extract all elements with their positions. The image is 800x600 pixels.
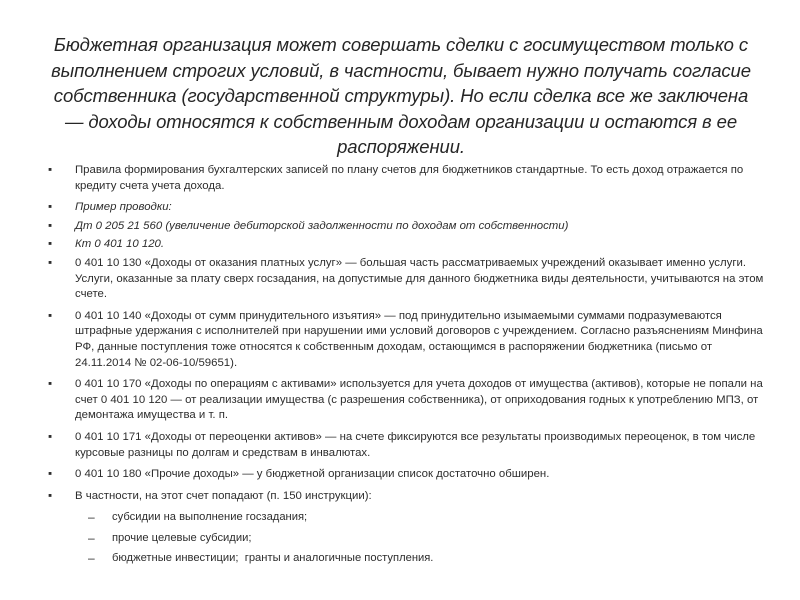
bullet-text: 0 401 10 130 «Доходы от оказания платных услуг» — большая часть рассматриваемых учреждений оказывает именно услуги. Услуги, оказанные за плату сверх госзадания, на допустимые для данного бюджетника виды деятельности, учитываются на этом счете. xyxy=(75,256,767,301)
bullet-item xyxy=(40,489,766,505)
bullet-marker-icon: ▪ xyxy=(48,201,53,214)
bullet-marker-icon: ▪ xyxy=(48,238,53,251)
bullet-text: В частности, на этот счет попадают (п. 150 инструкции): xyxy=(75,489,372,502)
bullet-marker-icon: ▪ xyxy=(48,378,53,391)
bullet-marker-icon: ▪ xyxy=(48,468,53,481)
slide-body xyxy=(40,163,766,572)
bullet-text: прочие целевые субсидии; xyxy=(112,531,252,544)
bullet-text: 0 401 10 170 «Доходы по операциям с активами» используется для учета доходов от имущества (активов), которые не попали на счет 0 401 10 120 — от реализации имущества (с разрешения собственника), от оприходования годных к употреблению МПЗ, от демонтажа имущества и т. п. xyxy=(75,378,766,422)
sub-bullet-marker-icon: – xyxy=(88,530,95,545)
sub-bullet-item xyxy=(40,531,766,546)
sub-bullet-item xyxy=(40,551,766,566)
bullet-item xyxy=(40,237,766,253)
bullet-marker-icon: ▪ xyxy=(48,430,53,443)
bullet-item xyxy=(40,467,766,483)
bullet-marker-icon: ▪ xyxy=(48,219,53,232)
sub-bullet-marker-icon: – xyxy=(88,551,95,566)
bullet-item xyxy=(40,219,766,235)
bullet-marker-icon: ▪ xyxy=(48,309,53,322)
bullet-item xyxy=(40,430,766,461)
slide-title xyxy=(48,32,754,160)
sub-bullet-marker-icon: – xyxy=(88,510,95,525)
bullet-item xyxy=(40,200,766,216)
bullet-item xyxy=(40,256,766,303)
bullet-text: Правила формирования бухгалтерских записей по плану счетов для бюджетников стандартные. То есть доход отражается по кредиту счета учета дохода. xyxy=(75,164,747,192)
bullet-item xyxy=(40,163,766,194)
bullet-text: 0 401 10 140 «Доходы от сумм принудительного изъятия» — под принудительно изымаемыми суммами подразумеваются штрафные удержания с исполнителей при нарушении ими условий договоров с учреждением. Согласно разъяснениям Минфина РФ, данные поступления тоже относятся к собственным доходам, остающимся в распоряжении бюджетника (письмо от 24.11.2014 № 02-06-10/59651). xyxy=(75,309,766,369)
bullet-marker-icon: ▪ xyxy=(48,489,53,502)
bullet-text: субсидии на выполнение госзадания; xyxy=(112,511,308,524)
bullet-item xyxy=(40,377,766,424)
bullet-marker-icon: ▪ xyxy=(48,164,53,176)
sub-bullet-item xyxy=(40,510,766,525)
bullet-marker-icon: ▪ xyxy=(48,256,53,269)
bullet-text: 0 401 10 171 «Доходы от переоценки активов» — на счете фиксируются все результаты производимых переоценок, в том числе курсовые разницы по долгам и средствам в инвалютах. xyxy=(75,430,759,459)
bullet-text: бюджетные инвестиции; гранты и аналогичные поступления. xyxy=(112,552,434,565)
bullet-text: Дт 0 205 21 560 (увеличение дебиторской задолженности по доходам от собственности) xyxy=(75,219,569,232)
bullet-text: Пример проводки: xyxy=(75,201,172,214)
bullet-item xyxy=(40,309,766,371)
bullet-text: 0 401 10 180 «Прочие доходы» — у бюджетной организации список достаточно обширен. xyxy=(75,468,550,481)
bullet-text: Кт 0 401 10 120. xyxy=(75,238,165,251)
slide-title-text: Бюджетная организация может совершать сделки с госимуществом только с выполнением строгих условий, в частности, бывает нужно получать согласие собственника (государственной структуры). Но если сделка все же заключена — доходы относятся к собственным доходам организации и остаются в ее распоряжении. xyxy=(51,34,756,157)
